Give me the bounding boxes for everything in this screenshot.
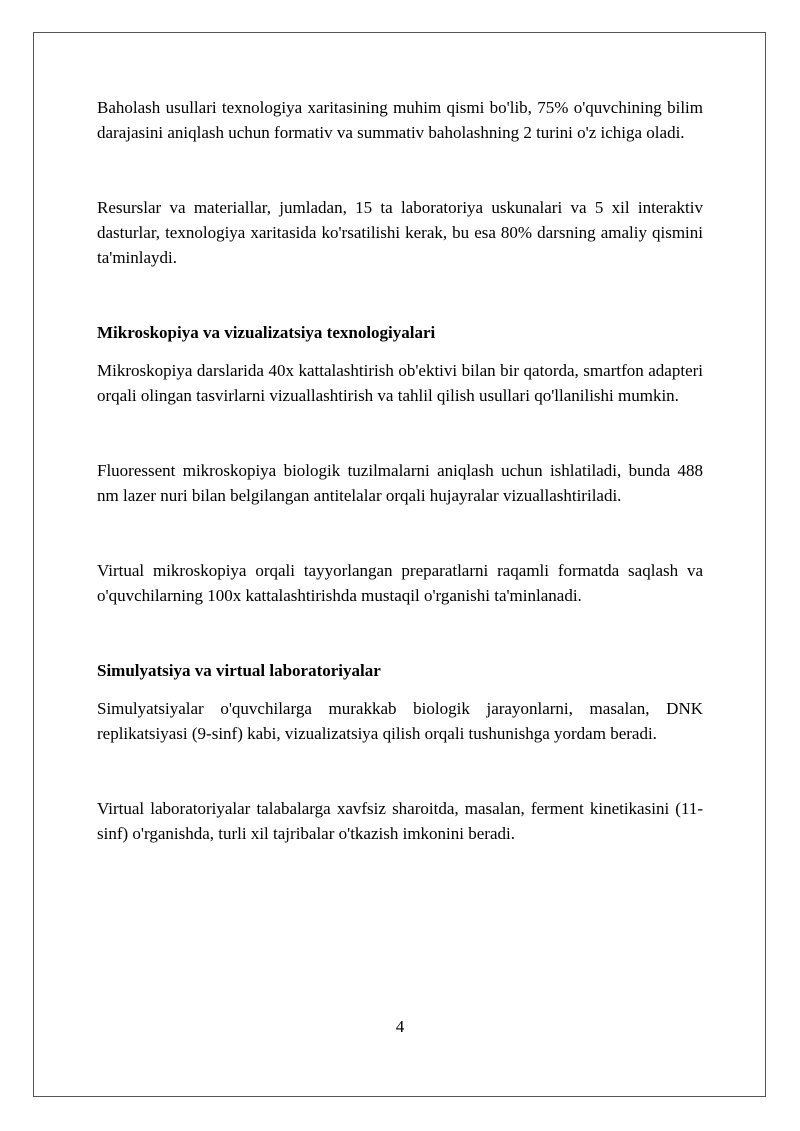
paragraph-virtual-microscopy: Virtual mikroskopiya orqali tayyorlangan preparatlarni raqamli formatda saqlash va o'quvchilarning 100x kattalashtirishda mustaqil o'rganishi ta'minlanadi. — [97, 561, 703, 605]
page-number: 4 — [395, 1017, 405, 1036]
paragraph-resources-materials: Resurslar va materiallar, jumladan, 15 ta laboratoriya uskunalari va 5 xil interaktiv dasturlar, texnologiya xaritasida ko'rsatilishi kerak, bu esa 80% darsning amaliy qismini ta'minlaydi. — [97, 198, 703, 267]
heading-simulation: Simulyatsiya va virtual laboratoriyalar — [97, 661, 381, 680]
paragraph-microscopy-lessons: Mikroskopiya darslarida 40x kattalashtirish ob'ektivi bilan bir qatorda, smartfon adapteri orqali olingan tasvirlarni vizuallashtirish va tahlil qilish usullari qo'llanilishi mumkin. — [97, 361, 703, 405]
heading-microscopy: Mikroskopiya va vizualizatsiya texnologiyalari — [97, 323, 436, 342]
paragraph-simulations: Simulyatsiyalar o'quvchilarga murakkab biologik jarayonlarni, masalan, DNK replikatsiyasi (9-sinf) kabi, vizualizatsiya qilish orqali tushunishga yordam beradi. — [97, 699, 703, 743]
paragraph-virtual-labs: Virtual laboratoriyalar talabalarga xavfsiz sharoitda, masalan, ferment kinetikasini (11-sinf) o'rganishda, turli xil tajribalar o'tkazish imkonini beradi. — [97, 799, 703, 843]
paragraph-fluorescent-microscopy: Fluoressent mikroskopiya biologik tuzilmalarni aniqlash uchun ishlatiladi, bunda 488 nm lazer nuri bilan belgilangan antitelalar orqali hujayralar vizuallashtiriladi. — [97, 461, 703, 505]
page-content — [97, 95, 703, 846]
paragraph-assessment-methods: Baholash usullari texnologiya xaritasining muhim qismi bo'lib, 75% o'quvchining bilim darajasini aniqlash uchun formativ va summativ baholashning 2 turini o'z ichiga oladi. — [97, 98, 703, 142]
